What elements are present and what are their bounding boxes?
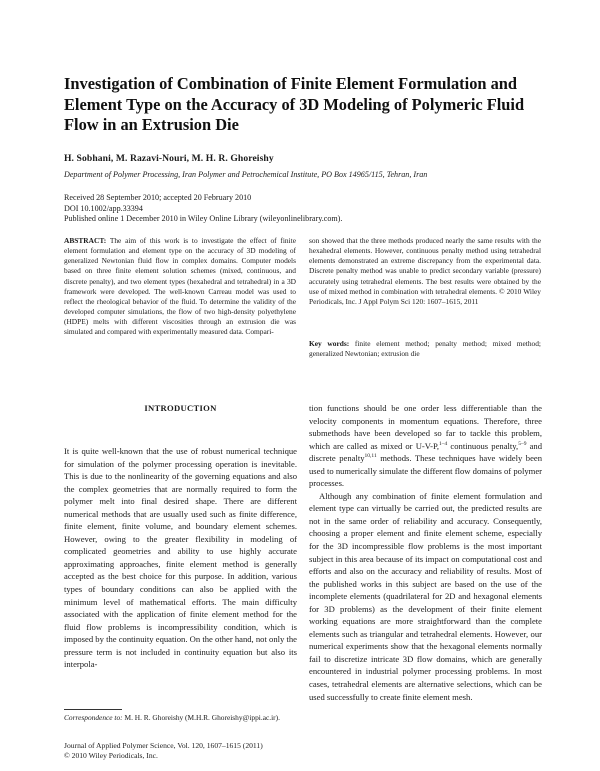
body-column-left [64,445,297,671]
citation: 5–9 [518,440,527,447]
abstract-text-left: The aim of this work is to investigate the effect of finite element formulation and element type on the accuracy of 3D modeling of generalized Newtonian fluid flow in complex domains. Computer models based on three finite element solution schemes (mixed, continuous, and discrete penalty), and two element types (hexahedral and tetrahedral) in a 3D framework were developed. The well-known Carreau model was used to reflect the rheological behavior of the fluid. To determine the validity of the developed computer simulations, the flow of two high-density polyethylene (HDPE) melts with different viscosities through an extrusion die was simulated and compared with experimentally measured data. Compari- [64,236,296,337]
abstract-copyright: © 2010 Wiley Periodicals, Inc. J Appl Polym Sci 120: 1607–1615, 2011 [309,286,541,306]
publication-info [64,193,342,225]
paragraph-text: methods. These techniques have widely been used to numerically simulate the different flow domains of polymer processes. [309,453,542,489]
journal-copyright: © 2010 Wiley Periodicals, Inc. [64,751,158,761]
abstract-right [309,236,541,307]
body-column-right [309,402,542,703]
keywords-label: Key words: [309,339,350,348]
journal-line: Journal of Applied Polymer Science, Vol. 120, 1607–1615 (2011) [64,741,263,750]
citation: 10,11 [364,453,377,460]
correspondence-text: M. H. R. Ghoreishy (M.H.R. Ghoreishy@ippi.ac.ir). [124,713,280,722]
body-paragraph [309,402,542,490]
abstract-left [64,236,296,338]
affiliation: Department of Polymer Processing, Iran Polymer and Petrochemical Institute, PO Box 14965/115, Tehran, Iran [64,170,428,179]
correspondence-label: Correspondence to: [64,713,123,722]
paragraph-text: tion functions should be one order less differentiable than the velocity components in momentum equations. Therefore, three submethods have been developed so far to tackle this problem, which are called as mixed or U-V-P, [309,403,542,451]
body-paragraph: Although any combination of finite element formulation and element type can virtually be carried out, the predicted results are not in the same order of reliability and accuracy. Consequently, choosing a proper element and finite element scheme, especially for the 3D incompressible flow problems is the most important subject in this area because of its impact on computational cost and efforts and also on the accuracy and reliability of results. Most of the published works in this subject are based on the use of the incomplete elements (quadrilateral for 2D and hexagonal elements for 3D problems) as the development of their finite element working equations are more straightforward than the complete elements such as triangular and tetrahedral elements. However, our numerical experiments show that the hexagonal elements normally fail to discretize intricate 3D flow domains, which are generally encountered in industrial polymer processing problems. In most cases, tetrahedral elements are alternative selections, which can be used successfully to create finite element mesh. [309,490,542,702]
abstract-label: ABSTRACT: [64,236,107,245]
keywords-text: finite element method; penalty method; mixed method; generalized Newtonian; extrusion die [309,339,541,359]
body-paragraph: It is quite well-known that the use of robust numerical technique for simulation of the polymer processing operation is inevitable. This is due to the nonlinearity of the governing equations and also the complex geometries that are normally required to form the polymer melt into final desired shape. There are different numerical methods that are usually used such as finite difference, finite element, finite volume, and boundary element schemes. However, owing to the greater flexibility in modeling of complicated geometries and ability to use highly accurate approximating approaches, finite element method is generally accepted as the best choice for this purpose. In addition, various types of boundary conditions can also be applied with the minimum level of mathematical efforts. The main difficulty associated with the application of finite element method for the fluid flow problems is incompressibility condition, which is imposed by the continuity equation. On the other hand, not only the pressure term is not included in continuity equation but also its interpola- [64,446,297,670]
paragraph-text: continuous penalty, [447,440,519,451]
received-date: Received 28 September 2010; accepted 20 February 2010 [64,193,252,202]
paragraph-text: and discrete penalty [309,440,542,464]
doi: DOI 10.1002/app.33394 [64,203,143,213]
author-list: H. Sobhani, M. Razavi-Nouri, M. H. R. Ghoreishy [64,153,274,164]
journal-citation [64,741,324,761]
keywords [309,339,541,359]
abstract-text-right: son showed that the three methods produced nearly the same results with the hexahedral elements. However, continuous penalty method using tetrahedral elements demonstrated an extreme discrepancy from the experimental data. Discrete penalty method was unable to predict secondary variable (pressure) accurately using tetrahedral elements. The best results were obtained by the use of mixed method in combination with tetrahedral elements. [309,236,541,296]
citation: 1–4 [439,440,448,447]
correspondence-footnote [64,713,297,723]
paper-title: Investigation of Combination of Finite Element Formulation and Element Type on the Accuracy of 3D Modeling of Polymeric Fluid Flow in an Extrusion Die [64,74,525,134]
published-online: Published online 1 December 2010 in Wiley Online Library (wileyonlinelibrary.com). [64,214,343,224]
section-heading-introduction: INTRODUCTION [144,403,217,413]
footnote-rule [64,709,122,710]
